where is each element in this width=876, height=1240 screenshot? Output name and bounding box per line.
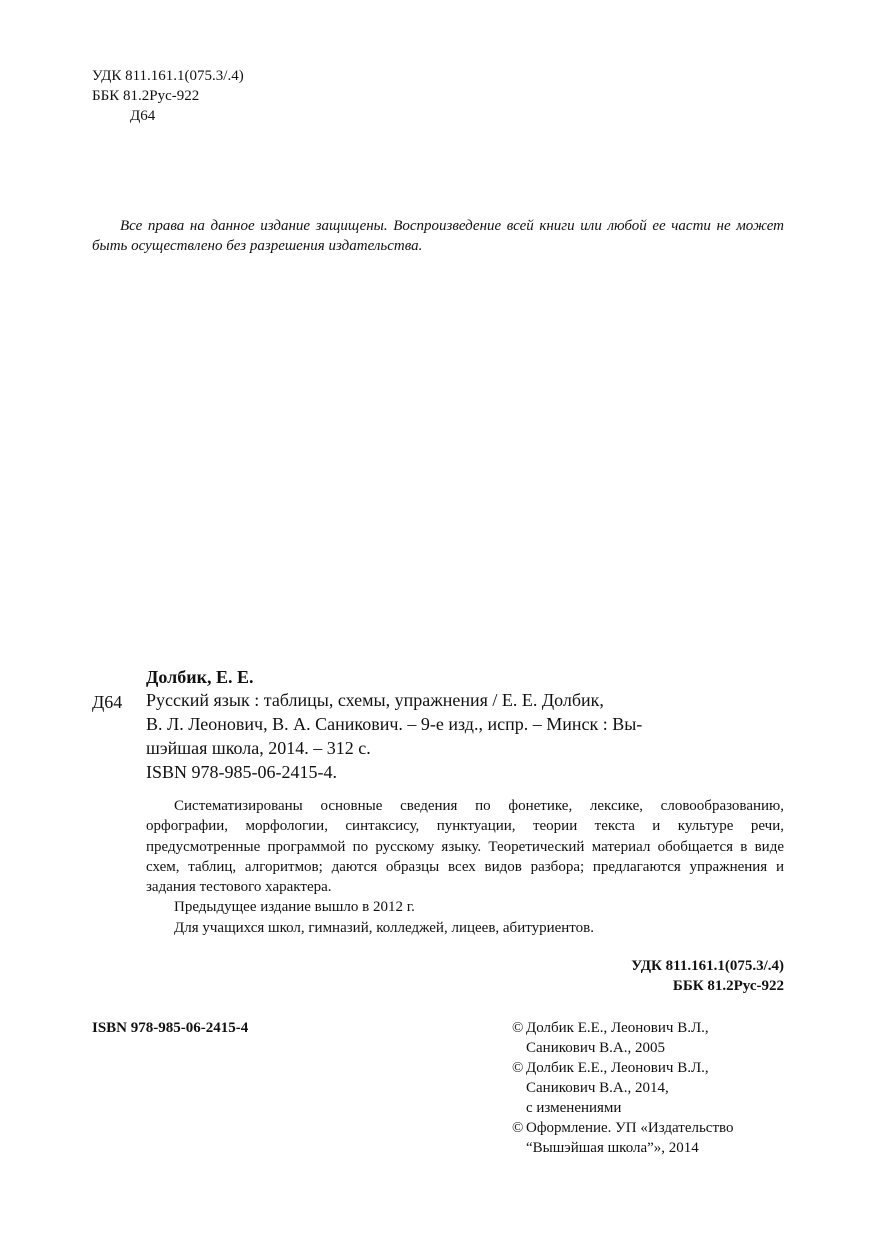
copyright-entry — [512, 1118, 802, 1158]
copyright-line: с изменениями — [526, 1100, 622, 1116]
author-code: Д64 — [130, 108, 156, 124]
copyright-entry — [512, 1058, 802, 1118]
udk-code-bottom: УДК 811.161.1(075.3/.4) — [631, 958, 784, 974]
bib-line-isbn: ISBN 978-985-06-2415-4. — [146, 762, 337, 782]
classification-codes — [92, 66, 244, 126]
bbk-code-bottom: ББК 81.2Рус-922 — [672, 978, 784, 994]
annotation — [146, 796, 784, 938]
bib-author: Долбик, Е. Е. — [146, 667, 254, 687]
rights-notice: Все права на данное издание защищены. Воспроизведение всей книги или любой ее части не может быть осуществлено без разрешения издательства. — [92, 218, 784, 254]
bib-code: Д64 — [92, 692, 123, 712]
copyright-line: Саникович В.А., 2005 — [526, 1040, 665, 1056]
annotation-summary: Систематизированы основные сведения по фонетике, лексике, словообразованию, орфографии, морфологии, синтаксису, пунктуации, теории текста и культуре речи, предусмотренные программой по русскому языку. Теоретический материал обобщается в виде схем, таблиц, алгоритмов; даются образцы всех видов разбора; предлагаются упражнения и задания тестового характера. — [146, 798, 784, 896]
bib-line-title: Русский язык : таблицы, схемы, упражнения / Е. Е. Долбик, — [146, 690, 604, 710]
copyright-symbol: © — [512, 1120, 524, 1136]
copyright-line: Долбик Е.Е., Леонович В.Л., — [526, 1020, 709, 1036]
annotation-audience: Для учащихся школ, гимназий, колледжей, лицеев, абитуриентов. — [174, 919, 594, 936]
isbn: ISBN 978-985-06-2415-4 — [92, 1020, 249, 1036]
copyright-symbol: © — [512, 1020, 524, 1036]
copyright-line: Оформление. УП «Издательство — [526, 1120, 734, 1136]
copyright-symbol: © — [512, 1060, 524, 1076]
bib-description — [146, 688, 784, 784]
bbk-code: ББК 81.2Рус-922 — [92, 88, 200, 104]
udk-code: УДК 811.161.1(075.3/.4) — [92, 68, 244, 84]
classification-codes-bottom — [631, 956, 784, 996]
copyright-block — [512, 1018, 802, 1158]
annotation-previous-edition: Предыдущее издание вышло в 2012 г. — [174, 899, 415, 916]
copyright-line: “Вышэйшая школа”», 2014 — [526, 1140, 699, 1156]
copyright-entry — [512, 1018, 802, 1058]
bib-line-authors: В. Л. Леонович, В. А. Саникович. – 9-е изд., испр. – Минск : Вы- — [146, 714, 643, 734]
bib-line-publisher: шэйшая школа, 2014. – 312 с. — [146, 738, 371, 758]
copyright-line: Долбик Е.Е., Леонович В.Л., — [526, 1060, 709, 1076]
copyright-line: Саникович В.А., 2014, — [526, 1080, 669, 1096]
